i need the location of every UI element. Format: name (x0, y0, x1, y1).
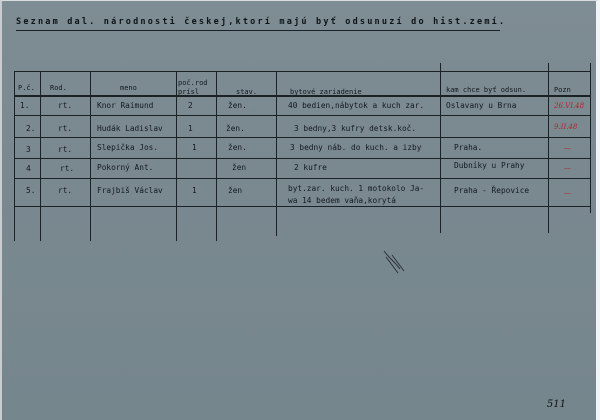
table-row-2-bytove: 3 bedny,3 kufry detsk.koč. (294, 124, 417, 133)
table-row-5-stav: žen (228, 186, 243, 195)
table-row-3-rod: rt. (58, 145, 73, 154)
table-row-3-poznamka: — (564, 144, 571, 152)
table-row-1-poznamka: 26.VI.48 (554, 102, 585, 110)
col-rule (14, 71, 15, 241)
table-row-1-bytove: 40 bedien,nábytok a kuch zar. (288, 101, 425, 110)
table-row-5-number: 5. (26, 186, 36, 195)
pencil-scribble-icon (382, 249, 412, 275)
header-prisl: prísl (178, 88, 200, 96)
header-meno: meno (120, 84, 137, 92)
page-number: 511 (546, 399, 566, 410)
table-row-5-poc: 1 (192, 186, 197, 195)
header-rod: Rod. (50, 84, 67, 92)
header-bytove: bytové zariadenie (290, 88, 362, 96)
table-row-2-rod: rt. (58, 124, 73, 133)
table-row-5-meno: Frajbiš Václav (97, 186, 163, 195)
col-rule (90, 71, 91, 241)
table-row-4-bytove: 2 kufre (294, 163, 327, 172)
table-row-4-kam: Dubníky u Prahy (454, 161, 525, 170)
table-row-1-poc: 2 (188, 101, 193, 110)
title-underline (16, 30, 500, 31)
header-number: P.č. (18, 84, 35, 92)
table-row-4-poznamka: — (564, 164, 571, 172)
table-row-5-rod: rt. (58, 186, 73, 195)
row-rule (14, 178, 590, 179)
table-row-2-poznamka: 9.II.48 (554, 123, 578, 131)
header-stav: stav. (236, 88, 258, 96)
table-row-1-number: 1. (20, 101, 30, 110)
col-rule (176, 71, 177, 241)
col-rule (548, 63, 549, 233)
row-rule (14, 137, 590, 138)
table-row-2-stav: žen. (226, 124, 245, 133)
table-row-3-stav: žen. (228, 143, 247, 152)
table-row-5-kam: Praha - Řepovice (454, 186, 530, 195)
row-rule (14, 206, 590, 207)
table-row-3-meno: Slepička Jos. (97, 143, 159, 152)
row-rule (14, 115, 590, 116)
table-top-rule (14, 71, 590, 72)
table-row-4-meno: Pokorný Ant. (97, 163, 154, 172)
table-row-4-number: 4 (26, 164, 31, 173)
table-row-3-poc: 1 (192, 143, 197, 152)
col-rule (440, 63, 441, 233)
table-row-1-kam: Oslavany u Brna (446, 101, 517, 110)
table-row-3-bytove: 3 bedny náb. do kuch. a izby (290, 143, 422, 152)
col-rule (590, 63, 591, 213)
col-rule (40, 71, 41, 241)
table-row-1-meno: Knor Raimund (97, 101, 154, 110)
table-row-5-bytove: byt.zar. kuch. 1 motokolo Ja- (288, 184, 425, 193)
header-poznamka: Pozn (554, 86, 571, 94)
table-row-2-number: 2. (26, 124, 36, 133)
header-poc-rod: poč.rod (178, 79, 208, 87)
table-row-1-rod: rt. (58, 101, 73, 110)
table-row-4-rod: rt. (60, 164, 75, 173)
col-rule (276, 71, 277, 236)
table-row-5-poznamka: — (564, 189, 571, 197)
document-title: Seznam dal. národnosti českej,ktorí majú byť odsunuzí do hist.zemí. (16, 17, 507, 27)
table-row-2-meno: Hudák Ladislav (97, 124, 163, 133)
table-row-5-bytove-cont: wa 14 bedem vaňa,korytá (288, 196, 396, 205)
table-row-4-stav: žen (232, 163, 247, 172)
table-row-3-kam: Praha. (454, 143, 483, 152)
col-rule (216, 71, 217, 241)
header-kam: kam chce byť odsun. (446, 86, 527, 94)
table-row-1-stav: žen. (228, 101, 247, 110)
table-row-2-poc: 1 (188, 124, 193, 133)
row-rule (14, 158, 590, 159)
table-row-3-number: 3 (26, 145, 31, 154)
